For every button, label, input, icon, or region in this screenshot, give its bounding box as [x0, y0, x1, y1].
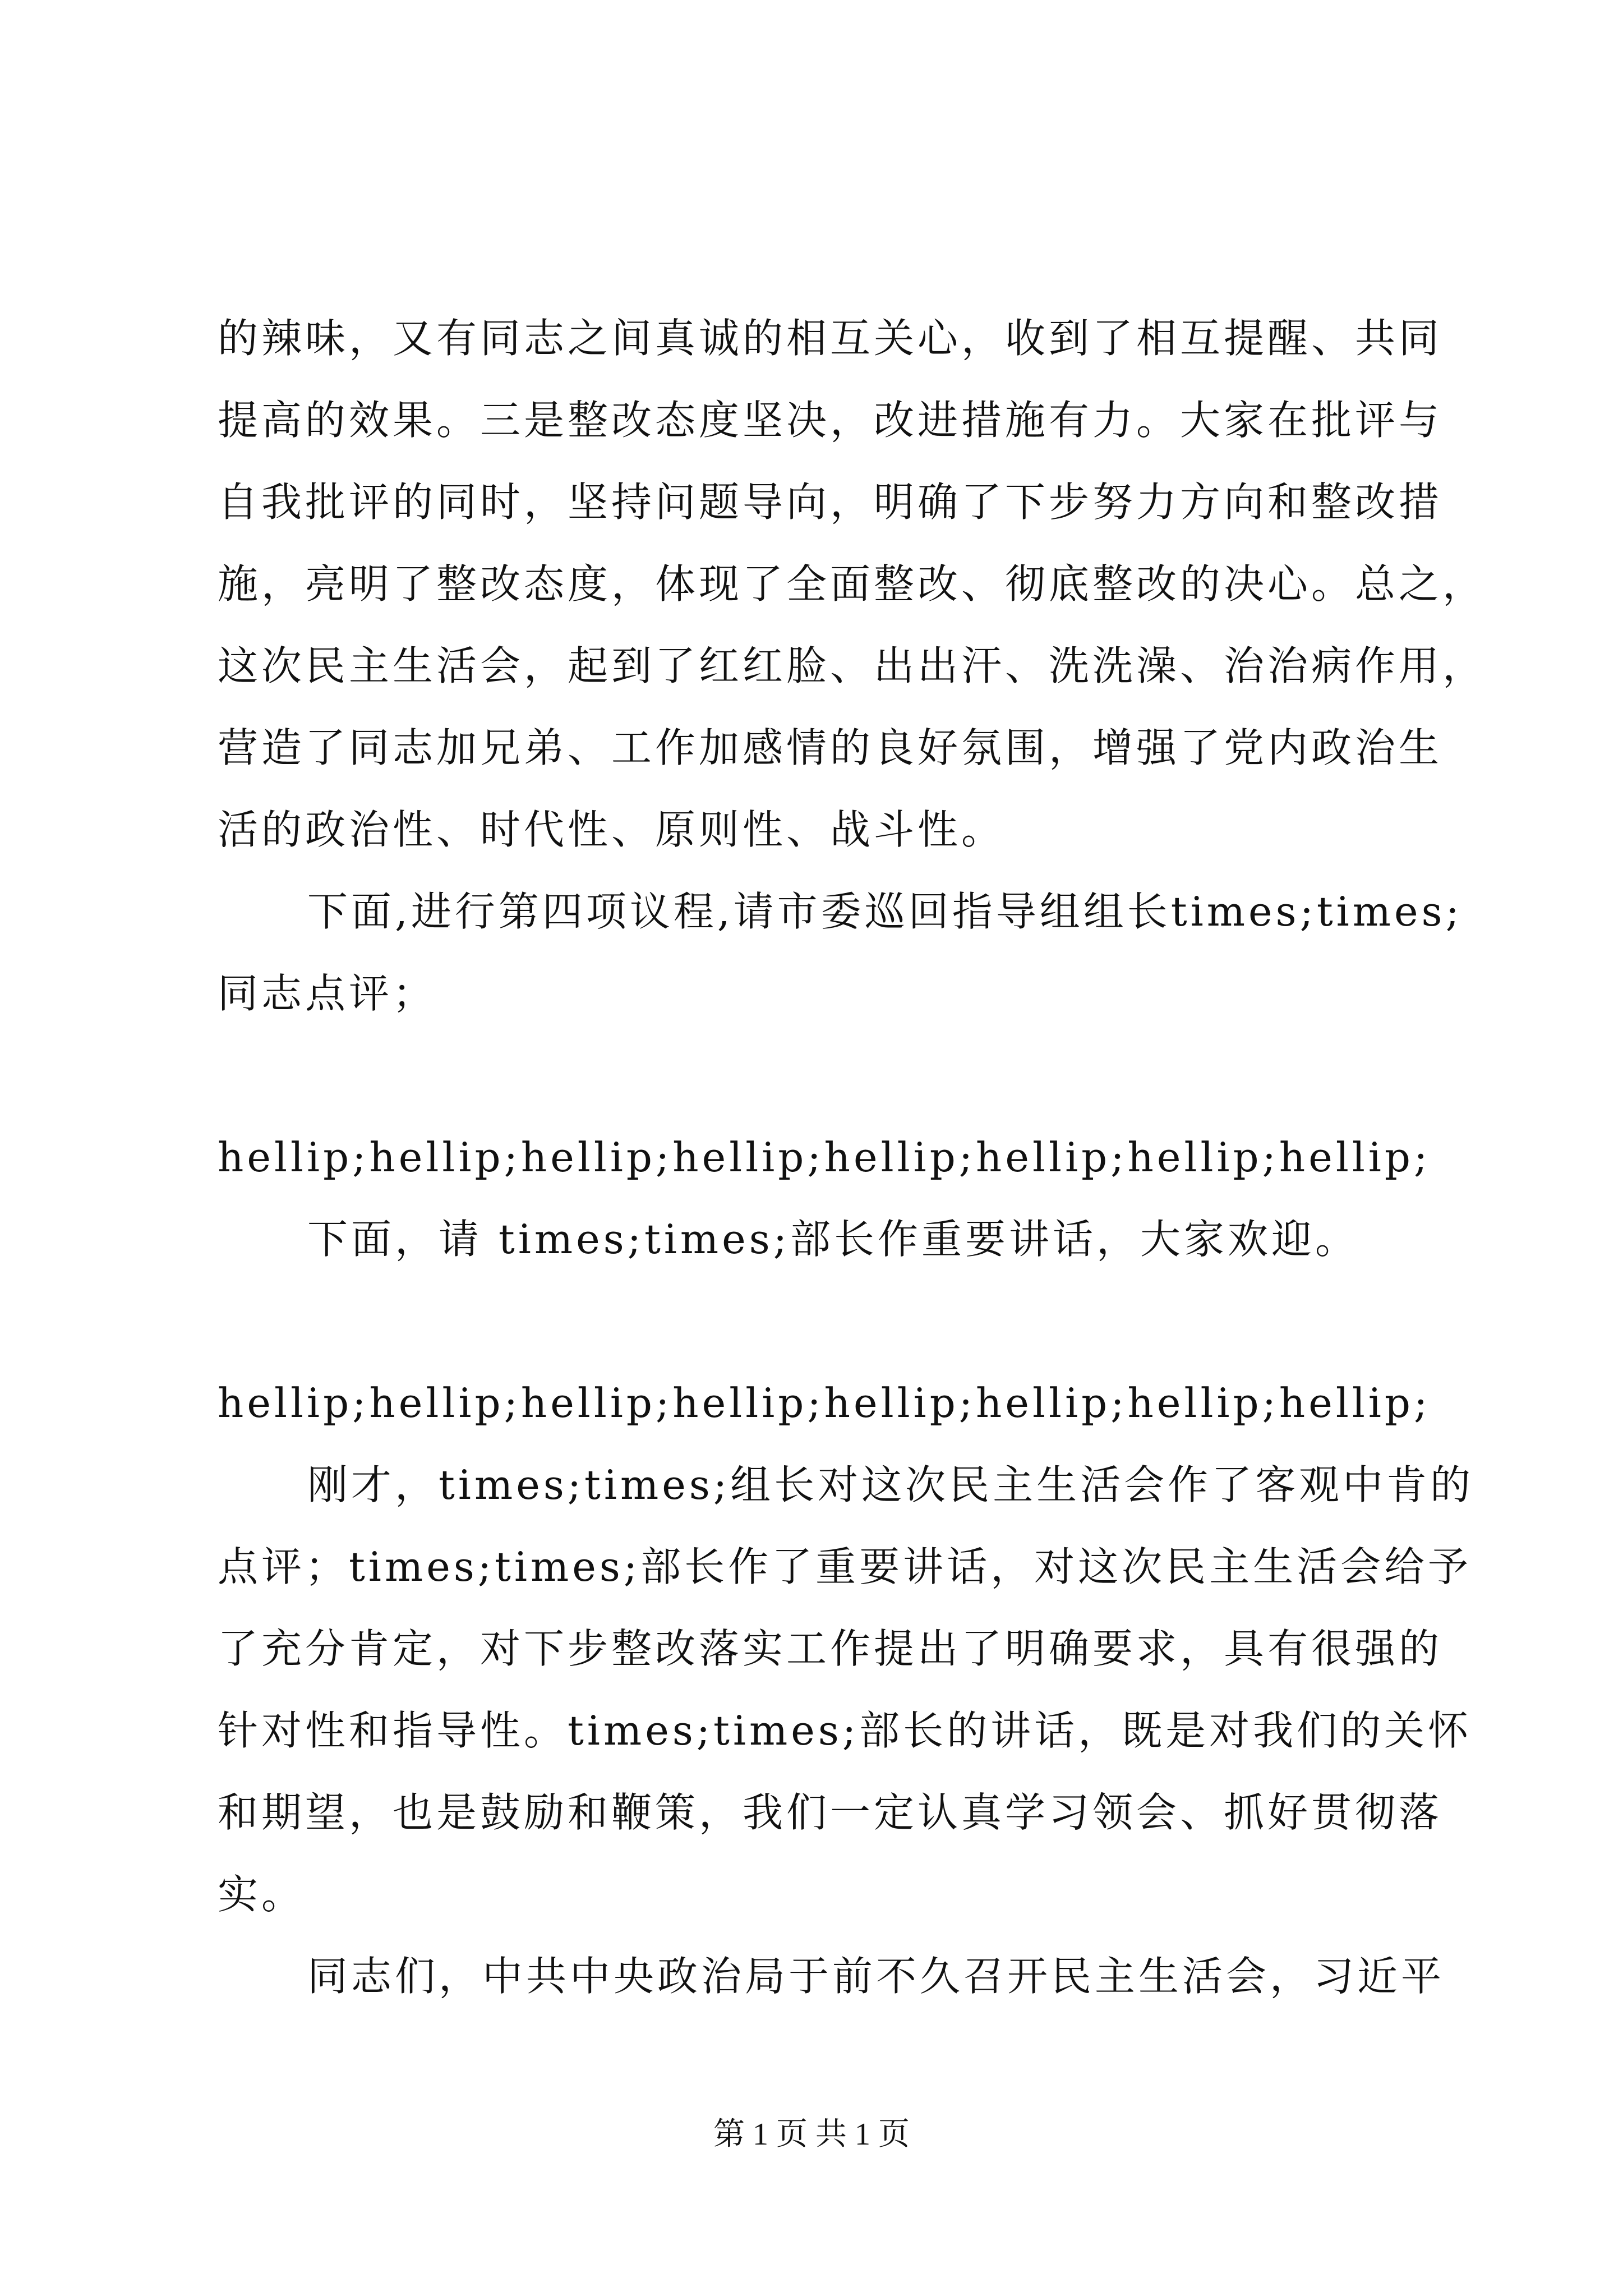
text-line: 下面，请 times;times;部长作重要讲话，大家欢迎。: [307, 1216, 1359, 1263]
page-footer: 第 1 页 共 1 页: [713, 2117, 910, 2152]
text-line: 和期望，也是鼓励和鞭策，我们一定认真学习领会、抓好贯彻落: [218, 1789, 1443, 1836]
text-line: 刚才，times;times;组长对这次民主生活会作了客观中肯的: [307, 1461, 1474, 1508]
text-line: 针对性和指导性。times;times;部长的讲话，既是对我们的关怀: [218, 1707, 1472, 1754]
text-line: 施，亮明了整改态度，体现了全面整改、彻底整改的决心。总之，: [218, 560, 1487, 608]
text-line: 提高的效果。三是整改态度坚决，改进措施有力。大家在批评与: [218, 397, 1443, 444]
text-line: 点评；times;times;部长作了重要讲话，对这次民主生活会给予: [218, 1543, 1472, 1590]
text-line: 了充分肯定，对下步整改落实工作提出了明确要求，具有很强的: [218, 1625, 1443, 1672]
blank-line: [218, 1280, 1423, 1362]
text-line: 自我批评的同时，坚持问题导向，明确了下步努力方向和整改措: [218, 478, 1443, 526]
blank-line: [218, 1034, 1423, 1116]
document-body: [218, 297, 1487, 2017]
text-line: 营造了同志加兄弟、工作加感情的良好氛围，增强了党内政治生: [218, 724, 1443, 771]
text-line: 的辣味，又有同志之间真诚的相互关心，收到了相互提醒、共同: [218, 315, 1443, 362]
text-line: 同志们，中共中央政治局于前不久召开民主生活会，习近平: [307, 1953, 1445, 2000]
ellipsis-line: hellip;hellip;hellip;hellip;hellip;hellip;hellip;hellip;: [218, 1379, 1431, 1427]
text-line: 下面,进行第四项议程,请市委巡回指导组组长times;times;: [307, 888, 1463, 935]
text-line: 活的政治性、时代性、原则性、战斗性。: [218, 806, 1006, 853]
text-line: 这次民主生活会，起到了红红脸、出出汗、洗洗澡、治治病作用，: [218, 642, 1487, 689]
ellipsis-line: hellip;hellip;hellip;hellip;hellip;hellip;hellip;hellip;: [218, 1134, 1431, 1181]
text-line: 实。: [218, 1871, 306, 1918]
text-line: 同志点评；: [218, 970, 437, 1017]
